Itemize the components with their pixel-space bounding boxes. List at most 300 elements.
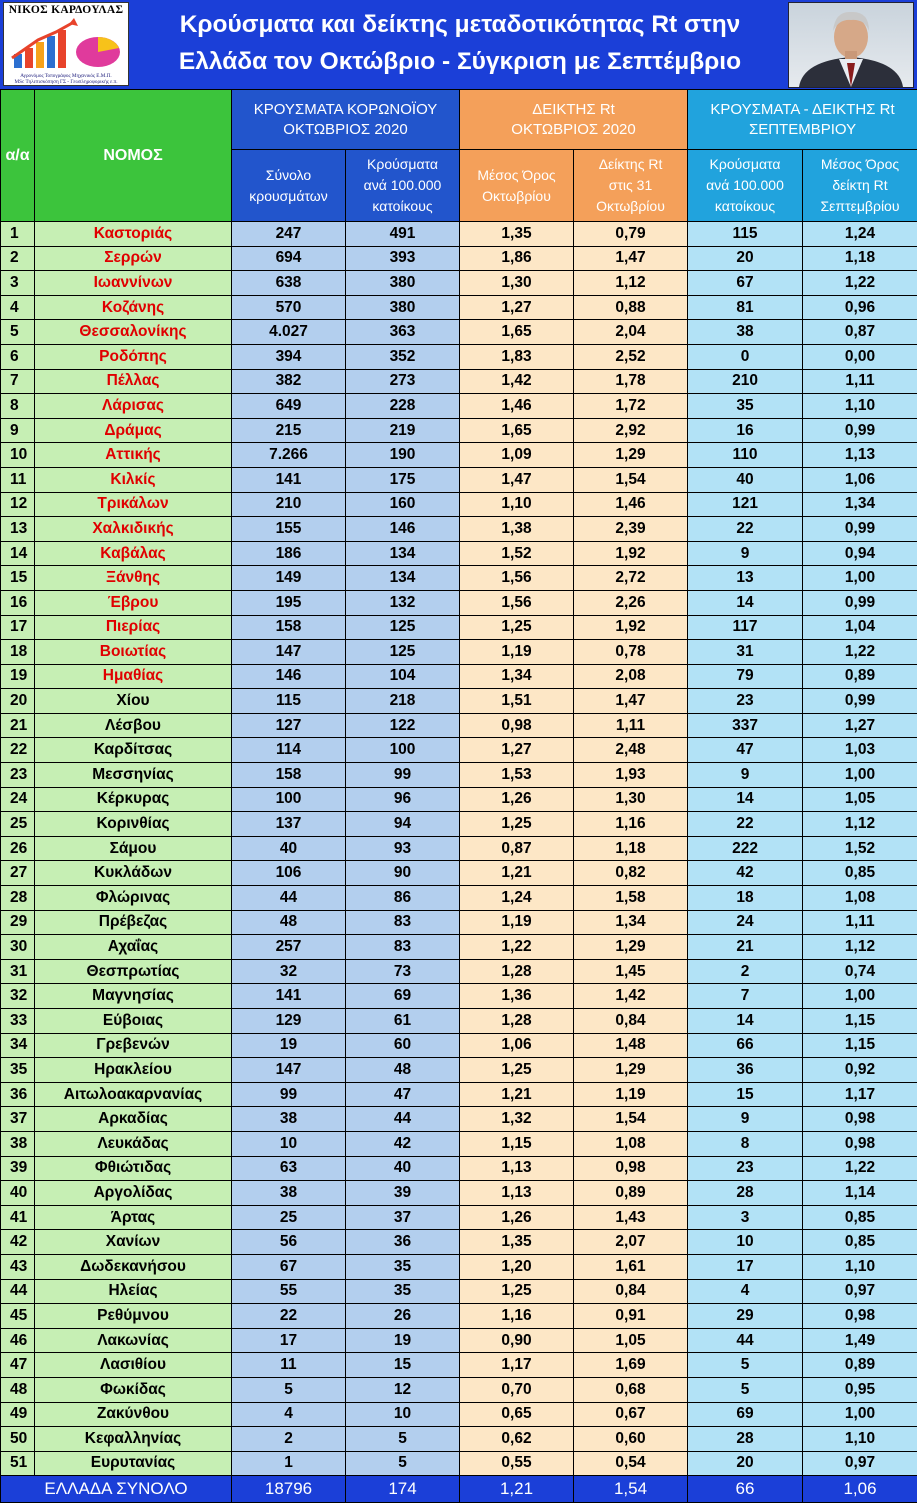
mean-rt-october: 1,32: [460, 1107, 574, 1132]
mean-rt-october: 1,26: [460, 1205, 574, 1230]
mean-rt-october: 1,25: [460, 1058, 574, 1083]
table-body: [1, 222, 917, 1476]
row-index: 19: [1, 664, 35, 689]
september-cases-per-100k: 5: [688, 1353, 803, 1378]
september-mean-rt: 1,08: [803, 886, 917, 911]
mean-rt-october: 0,70: [460, 1377, 574, 1402]
mean-rt-october: 0,55: [460, 1451, 574, 1476]
prefecture-name: Αχαΐας: [35, 935, 232, 960]
mean-rt-october: 1,30: [460, 271, 574, 296]
table-row: [1, 959, 917, 984]
september-cases-per-100k: 42: [688, 861, 803, 886]
rt-october-31: 0,82: [574, 861, 688, 886]
total-cases: 694: [232, 246, 346, 271]
row-index: 14: [1, 541, 35, 566]
rt-october-31: 0,84: [574, 1279, 688, 1304]
prefecture-name: Φωκίδας: [35, 1377, 232, 1402]
total-cases: 38: [232, 1181, 346, 1206]
total-cases: 147: [232, 1058, 346, 1083]
september-cases-per-100k: 23: [688, 1156, 803, 1181]
rt-october-31: 1,58: [574, 886, 688, 911]
rt-october-31: 2,39: [574, 517, 688, 542]
september-mean-rt: 0,99: [803, 418, 917, 443]
table-row: [1, 1033, 917, 1058]
cases-per-100k: 96: [346, 787, 460, 812]
september-cases-per-100k: 222: [688, 836, 803, 861]
september-cases-per-100k: 20: [688, 1451, 803, 1476]
header-aa: α/α: [1, 90, 35, 222]
prefecture-name: Αργολίδας: [35, 1181, 232, 1206]
prefecture-name: Ξάνθης: [35, 566, 232, 591]
row-index: 39: [1, 1156, 35, 1181]
september-cases-per-100k: 4: [688, 1279, 803, 1304]
september-mean-rt: 0,97: [803, 1451, 917, 1476]
total-cases: 115: [232, 689, 346, 714]
mean-rt-october: 1,06: [460, 1033, 574, 1058]
prefecture-name: Λέσβου: [35, 713, 232, 738]
rt-october-31: 0,89: [574, 1181, 688, 1206]
rt-october-31: 1,93: [574, 763, 688, 788]
september-cases-per-100k: 210: [688, 369, 803, 394]
cases-per-100k: 100: [346, 738, 460, 763]
september-cases-per-100k: 10: [688, 1230, 803, 1255]
mean-rt-october: 1,10: [460, 492, 574, 517]
total-rt31-value: 1,54: [574, 1476, 688, 1503]
cases-per-100k: 380: [346, 295, 460, 320]
rt-october-31: 2,07: [574, 1230, 688, 1255]
prefecture-name: Λευκάδας: [35, 1131, 232, 1156]
september-mean-rt: 0,99: [803, 689, 917, 714]
table-row: [1, 1279, 917, 1304]
table-row: [1, 984, 917, 1009]
row-index: 29: [1, 910, 35, 935]
row-index: 45: [1, 1304, 35, 1329]
mean-rt-october: 1,27: [460, 738, 574, 763]
september-mean-rt: 0,89: [803, 1353, 917, 1378]
september-cases-per-100k: 22: [688, 812, 803, 837]
rt-october-31: 2,72: [574, 566, 688, 591]
total-cases-value: 18796: [232, 1476, 346, 1503]
cases-per-100k: 48: [346, 1058, 460, 1083]
prefecture-name: Μαγνησίας: [35, 984, 232, 1009]
total-cases: 257: [232, 935, 346, 960]
cases-per-100k: 15: [346, 1353, 460, 1378]
cases-per-100k: 47: [346, 1082, 460, 1107]
total-per100k-value: 174: [346, 1476, 460, 1503]
mean-rt-october: 1,26: [460, 787, 574, 812]
total-cases: 67: [232, 1254, 346, 1279]
prefecture-name: Πρέβεζας: [35, 910, 232, 935]
mean-rt-october: 1,56: [460, 590, 574, 615]
prefecture-name: Γρεβενών: [35, 1033, 232, 1058]
rt-october-31: 2,48: [574, 738, 688, 763]
row-index: 50: [1, 1427, 35, 1452]
header-group-october-rt: ΔΕΙΚΤΗΣ Rt ΟΚΤΩΒΡΙΟΣ 2020: [460, 90, 688, 150]
september-mean-rt: 1,10: [803, 1427, 917, 1452]
prefecture-name: Ζακύνθου: [35, 1402, 232, 1427]
september-cases-per-100k: 35: [688, 394, 803, 419]
table-row: [1, 246, 917, 271]
row-index: 17: [1, 615, 35, 640]
row-index: 22: [1, 738, 35, 763]
prefecture-name: Καστοριάς: [35, 222, 232, 247]
row-index: 11: [1, 467, 35, 492]
portrait-image: [789, 3, 913, 87]
september-cases-per-100k: 14: [688, 590, 803, 615]
row-index: 25: [1, 812, 35, 837]
header-group-october-cases: ΚΡΟΥΣΜΑΤΑ ΚΟΡΩΝΟΪΟΥ ΟΚΤΩΒΡΙΟΣ 2020: [232, 90, 460, 150]
rt-october-31: 2,26: [574, 590, 688, 615]
cases-per-100k: 93: [346, 836, 460, 861]
mean-rt-october: 1,25: [460, 615, 574, 640]
rt-october-31: 1,72: [574, 394, 688, 419]
september-cases-per-100k: 81: [688, 295, 803, 320]
rt-october-31: 1,11: [574, 713, 688, 738]
september-mean-rt: 0,95: [803, 1377, 917, 1402]
september-cases-per-100k: 110: [688, 443, 803, 468]
total-cases: 7.266: [232, 443, 346, 468]
row-index: 15: [1, 566, 35, 591]
row-index: 10: [1, 443, 35, 468]
cases-per-100k: 218: [346, 689, 460, 714]
rt-october-31: 1,29: [574, 935, 688, 960]
september-cases-per-100k: 44: [688, 1328, 803, 1353]
prefecture-name: Κυκλάδων: [35, 861, 232, 886]
cases-per-100k: 19: [346, 1328, 460, 1353]
mean-rt-october: 1,83: [460, 344, 574, 369]
rt-october-31: 1,29: [574, 1058, 688, 1083]
september-mean-rt: 1,11: [803, 369, 917, 394]
row-index: 40: [1, 1181, 35, 1206]
september-mean-rt: 1,22: [803, 640, 917, 665]
total-sep-mean-rt-value: 1,06: [803, 1476, 917, 1503]
row-index: 30: [1, 935, 35, 960]
mean-rt-october: 1,22: [460, 935, 574, 960]
total-cases: 210: [232, 492, 346, 517]
table-row: [1, 738, 917, 763]
total-cases: 2: [232, 1427, 346, 1452]
september-cases-per-100k: 121: [688, 492, 803, 517]
prefecture-name: Κορινθίας: [35, 812, 232, 837]
total-cases: 146: [232, 664, 346, 689]
cases-per-100k: 134: [346, 541, 460, 566]
cases-per-100k: 363: [346, 320, 460, 345]
mean-rt-october: 0,62: [460, 1427, 574, 1452]
prefecture-name: Άρτας: [35, 1205, 232, 1230]
mean-rt-october: 1,25: [460, 812, 574, 837]
september-cases-per-100k: 18: [688, 886, 803, 911]
prefecture-name: Βοιωτίας: [35, 640, 232, 665]
rt-october-31: 0,68: [574, 1377, 688, 1402]
total-cases: 19: [232, 1033, 346, 1058]
cases-per-100k: 35: [346, 1254, 460, 1279]
september-cases-per-100k: 17: [688, 1254, 803, 1279]
rt-october-31: 1,92: [574, 541, 688, 566]
september-cases-per-100k: 337: [688, 713, 803, 738]
table-row: [1, 861, 917, 886]
total-cases: 63: [232, 1156, 346, 1181]
total-cases: 141: [232, 984, 346, 1009]
prefecture-name: Αιτωλοακαρνανίας: [35, 1082, 232, 1107]
prefecture-name: Χαλκιδικής: [35, 517, 232, 542]
mean-rt-october: 1,19: [460, 910, 574, 935]
mean-rt-october: 1,21: [460, 861, 574, 886]
rt-october-31: 1,54: [574, 467, 688, 492]
row-index: 34: [1, 1033, 35, 1058]
row-index: 7: [1, 369, 35, 394]
mean-rt-october: 1,36: [460, 984, 574, 1009]
row-index: 4: [1, 295, 35, 320]
september-mean-rt: 1,05: [803, 787, 917, 812]
rt-october-31: 1,34: [574, 910, 688, 935]
september-mean-rt: 0,85: [803, 1230, 917, 1255]
mean-rt-october: 1,24: [460, 886, 574, 911]
total-cases: 141: [232, 467, 346, 492]
september-cases-per-100k: 40: [688, 467, 803, 492]
header-sep-per100k: Κρούσματα ανά 100.000 κατοίκους: [688, 150, 803, 222]
september-mean-rt: 1,52: [803, 836, 917, 861]
prefecture-name: Έβρου: [35, 590, 232, 615]
rt-october-31: 1,92: [574, 615, 688, 640]
table-row: [1, 369, 917, 394]
september-cases-per-100k: 38: [688, 320, 803, 345]
mean-rt-october: 1,34: [460, 664, 574, 689]
rt-october-31: 2,52: [574, 344, 688, 369]
september-mean-rt: 1,18: [803, 246, 917, 271]
prefecture-name: Ημαθίας: [35, 664, 232, 689]
chart-logo-icon: [8, 18, 124, 72]
row-index: 27: [1, 861, 35, 886]
page-title: [140, 6, 780, 80]
row-index: 18: [1, 640, 35, 665]
prefecture-name: Θεσσαλονίκης: [35, 320, 232, 345]
table-row: [1, 1328, 917, 1353]
total-cases: 1: [232, 1451, 346, 1476]
cases-per-100k: 36: [346, 1230, 460, 1255]
september-cases-per-100k: 28: [688, 1427, 803, 1452]
table-row: [1, 1377, 917, 1402]
row-index: 38: [1, 1131, 35, 1156]
prefecture-name: Τρικάλων: [35, 492, 232, 517]
mean-rt-october: 0,65: [460, 1402, 574, 1427]
rt-october-31: 1,42: [574, 984, 688, 1009]
cases-per-100k: 393: [346, 246, 460, 271]
rt-october-31: 0,88: [574, 295, 688, 320]
cases-per-100k: 190: [346, 443, 460, 468]
cases-per-100k: 273: [346, 369, 460, 394]
september-cases-per-100k: 69: [688, 1402, 803, 1427]
total-sep-per100k-value: 66: [688, 1476, 803, 1503]
total-cases: 55: [232, 1279, 346, 1304]
september-cases-per-100k: 22: [688, 517, 803, 542]
rt-october-31: 1,16: [574, 812, 688, 837]
row-index: 24: [1, 787, 35, 812]
september-cases-per-100k: 31: [688, 640, 803, 665]
row-index: 23: [1, 763, 35, 788]
row-index: 13: [1, 517, 35, 542]
september-mean-rt: 0,98: [803, 1107, 917, 1132]
data-table: [0, 89, 917, 1503]
september-mean-rt: 1,11: [803, 910, 917, 935]
cases-per-100k: 12: [346, 1377, 460, 1402]
table-row: [1, 1304, 917, 1329]
table-row: [1, 1402, 917, 1427]
total-cases: 155: [232, 517, 346, 542]
row-index: 35: [1, 1058, 35, 1083]
prefecture-name: Λασιθίου: [35, 1353, 232, 1378]
cases-per-100k: 61: [346, 1009, 460, 1034]
table-row: [1, 1353, 917, 1378]
row-index: 1: [1, 222, 35, 247]
total-cases: 5: [232, 1377, 346, 1402]
rt-october-31: 1,29: [574, 443, 688, 468]
table-row: [1, 566, 917, 591]
mean-rt-october: 1,16: [460, 1304, 574, 1329]
total-cases: 25: [232, 1205, 346, 1230]
september-cases-per-100k: 36: [688, 1058, 803, 1083]
rt-october-31: 1,48: [574, 1033, 688, 1058]
rt-october-31: 1,46: [574, 492, 688, 517]
mean-rt-october: 1,27: [460, 295, 574, 320]
mean-rt-october: 1,21: [460, 1082, 574, 1107]
row-index: 51: [1, 1451, 35, 1476]
rt-october-31: 1,47: [574, 689, 688, 714]
mean-rt-october: 1,13: [460, 1181, 574, 1206]
total-cases: 99: [232, 1082, 346, 1107]
rt-october-31: 1,47: [574, 246, 688, 271]
rt-october-31: 1,78: [574, 369, 688, 394]
rt-october-31: 0,84: [574, 1009, 688, 1034]
september-cases-per-100k: 9: [688, 763, 803, 788]
table-row: [1, 344, 917, 369]
september-cases-per-100k: 14: [688, 1009, 803, 1034]
rt-october-31: 1,12: [574, 271, 688, 296]
total-cases: 195: [232, 590, 346, 615]
mean-rt-october: 0,98: [460, 713, 574, 738]
total-cases: 394: [232, 344, 346, 369]
mean-rt-october: 1,15: [460, 1131, 574, 1156]
rt-october-31: 0,60: [574, 1427, 688, 1452]
table-row: [1, 1181, 917, 1206]
cases-per-100k: 125: [346, 640, 460, 665]
september-cases-per-100k: 47: [688, 738, 803, 763]
table-row: [1, 590, 917, 615]
september-mean-rt: 1,15: [803, 1009, 917, 1034]
table-row: [1, 886, 917, 911]
row-index: 41: [1, 1205, 35, 1230]
september-mean-rt: 0,99: [803, 517, 917, 542]
rt-october-31: 1,08: [574, 1131, 688, 1156]
total-cases: 570: [232, 295, 346, 320]
header-rt-oct-31: Δείκτης Rt στις 31 Οκτωβρίου: [574, 150, 688, 222]
table-row: [1, 320, 917, 345]
table-row: [1, 689, 917, 714]
table-row: [1, 418, 917, 443]
total-cases: 40: [232, 836, 346, 861]
cases-per-100k: 94: [346, 812, 460, 837]
september-cases-per-100k: 20: [688, 246, 803, 271]
september-cases-per-100k: 28: [688, 1181, 803, 1206]
row-index: 3: [1, 271, 35, 296]
total-cases: 10: [232, 1131, 346, 1156]
september-cases-per-100k: 21: [688, 935, 803, 960]
mean-rt-october: 1,35: [460, 1230, 574, 1255]
september-mean-rt: 1,49: [803, 1328, 917, 1353]
cases-per-100k: 5: [346, 1427, 460, 1452]
rt-october-31: 1,30: [574, 787, 688, 812]
prefecture-name: Θεσπρωτίας: [35, 959, 232, 984]
table-row: [1, 1107, 917, 1132]
cases-per-100k: 5: [346, 1451, 460, 1476]
september-cases-per-100k: 117: [688, 615, 803, 640]
table-row: [1, 763, 917, 788]
rt-october-31: 0,78: [574, 640, 688, 665]
september-mean-rt: 1,12: [803, 812, 917, 837]
mean-rt-october: 1,28: [460, 1009, 574, 1034]
september-cases-per-100k: 2: [688, 959, 803, 984]
header-nomos: ΝΟΜΟΣ: [35, 90, 232, 222]
table-row: [1, 1058, 917, 1083]
row-index: 44: [1, 1279, 35, 1304]
header-per100k: Κρούσματα ανά 100.000 κατοίκους: [346, 150, 460, 222]
table-row: [1, 492, 917, 517]
mean-rt-october: 1,38: [460, 517, 574, 542]
rt-october-31: 1,19: [574, 1082, 688, 1107]
header-mean-rt-october: Μέσος Όρος Οκτωβρίου: [460, 150, 574, 222]
title-line-2: Ελλάδα τον Οκτώβριο - Σύγκριση με Σεπτέμβριο: [140, 43, 780, 80]
cases-per-100k: 39: [346, 1181, 460, 1206]
september-cases-per-100k: 115: [688, 222, 803, 247]
prefecture-name: Πιερίας: [35, 615, 232, 640]
header-banner: [0, 0, 917, 89]
september-mean-rt: 1,22: [803, 271, 917, 296]
table-row: [1, 1230, 917, 1255]
september-mean-rt: 1,15: [803, 1033, 917, 1058]
cases-per-100k: 352: [346, 344, 460, 369]
prefecture-name: Ευρυτανίας: [35, 1451, 232, 1476]
total-cases: 158: [232, 763, 346, 788]
row-index: 6: [1, 344, 35, 369]
logo-name: ΝΙΚΟΣ ΚΑΡΔΟΥΛΑΣ: [4, 4, 128, 16]
table-row: [1, 664, 917, 689]
total-cases: 638: [232, 271, 346, 296]
rt-october-31: 1,18: [574, 836, 688, 861]
cases-per-100k: 104: [346, 664, 460, 689]
rt-october-31: 2,92: [574, 418, 688, 443]
total-cases: 137: [232, 812, 346, 837]
september-cases-per-100k: 14: [688, 787, 803, 812]
september-cases-per-100k: 7: [688, 984, 803, 1009]
total-cases: 129: [232, 1009, 346, 1034]
september-cases-per-100k: 3: [688, 1205, 803, 1230]
prefecture-name: Λάρισας: [35, 394, 232, 419]
header-sep-mean-rt: Μέσος Όρος δείκτη Rt Σεπτεμβρίου: [803, 150, 917, 222]
mean-rt-october: 1,51: [460, 689, 574, 714]
table-row: [1, 271, 917, 296]
september-cases-per-100k: 9: [688, 541, 803, 566]
row-index: 47: [1, 1353, 35, 1378]
prefecture-name: Ρεθύμνου: [35, 1304, 232, 1329]
mean-rt-october: 1,65: [460, 320, 574, 345]
row-index: 48: [1, 1377, 35, 1402]
row-index: 49: [1, 1402, 35, 1427]
total-cases: 649: [232, 394, 346, 419]
rt-october-31: 1,54: [574, 1107, 688, 1132]
mean-rt-october: 1,65: [460, 418, 574, 443]
september-mean-rt: 1,12: [803, 935, 917, 960]
total-cases: 22: [232, 1304, 346, 1329]
row-index: 42: [1, 1230, 35, 1255]
